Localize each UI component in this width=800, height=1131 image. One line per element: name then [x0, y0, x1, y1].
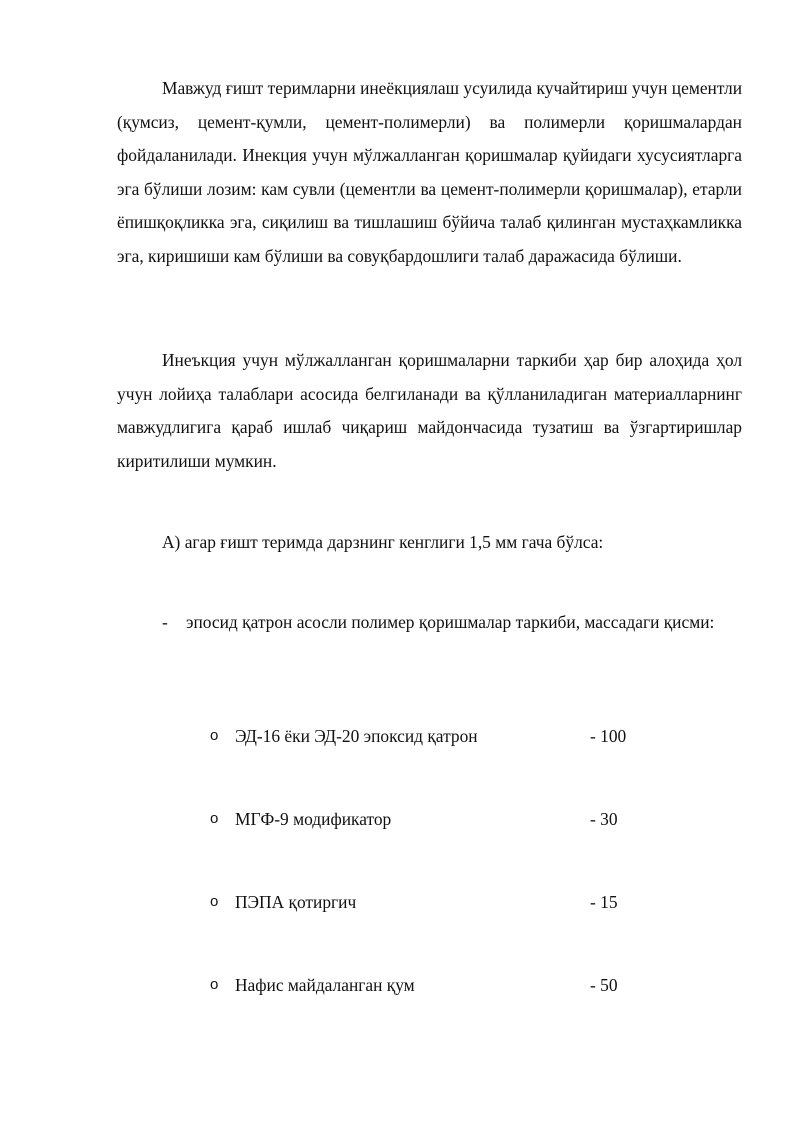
component-name: Нафис майдаланган қум	[235, 975, 415, 995]
component-amount: - 30	[590, 809, 618, 829]
component-amount: - 15	[590, 892, 618, 912]
bullet-icon: o	[210, 727, 219, 744]
section-a-heading: А) агар ғишт теримда дарзнинг кенглиги 1,5 мм гача бўлса:	[162, 532, 604, 552]
dash-marker: -	[162, 612, 168, 632]
component-amount: - 50	[590, 975, 618, 995]
bullet-icon: o	[210, 976, 219, 993]
composition-item	[210, 719, 650, 753]
bullet-icon: o	[210, 810, 219, 827]
component-amount: - 100	[590, 726, 627, 746]
paragraph-injection-mortars: Мавжуд ғишт теримларни инеёкциялаш усуилида кучайтириш учун цементли (қумсиз, цемент-қумли, цемент-полимерли) ва полимерли қоришмалардан фойдаланилади. Инекция учун мўлжалланган қоришмалар қуйидаги хусусиятларга эга бўлиши лозим: кам сувли (цементли ва цемент-полимерли қоришмалар), етарли ёпишқоқликка эга, сиқилиш ва тишлашиш бўйича талаб қилинган мустаҳкамликка эга, киришиши кам бўлиши ва совуқбардошлиги талаб даражасида бўлиши.	[117, 78, 742, 266]
component-name: МГФ-9 модификатор	[235, 809, 392, 829]
component-name: ЭД-16 ёки ЭД-20 эпоксид қатрон	[235, 726, 478, 746]
bullet-icon: o	[210, 893, 219, 910]
paragraph-mortar-composition: Инеъкция учун мўлжалланган қоришмаларни таркиби ҳар бир алоҳида ҳол учун лойиҳа талаблари асосида белгиланади ва қўлланиладиган материалларнинг мавжудлигига қараб ишлаб чиқариш майдончасида тузатиш ва ўзгартиришлар киритилиши мумкин.	[117, 350, 742, 471]
composition-item	[210, 885, 650, 919]
composition-item	[210, 802, 650, 836]
dash-item-text: эпосид қатрон асосли полимер қоришмалар таркиби, массадаги қисми:	[186, 612, 715, 632]
component-name: ПЭПА қотиргич	[235, 892, 357, 912]
composition-item	[210, 968, 650, 1002]
